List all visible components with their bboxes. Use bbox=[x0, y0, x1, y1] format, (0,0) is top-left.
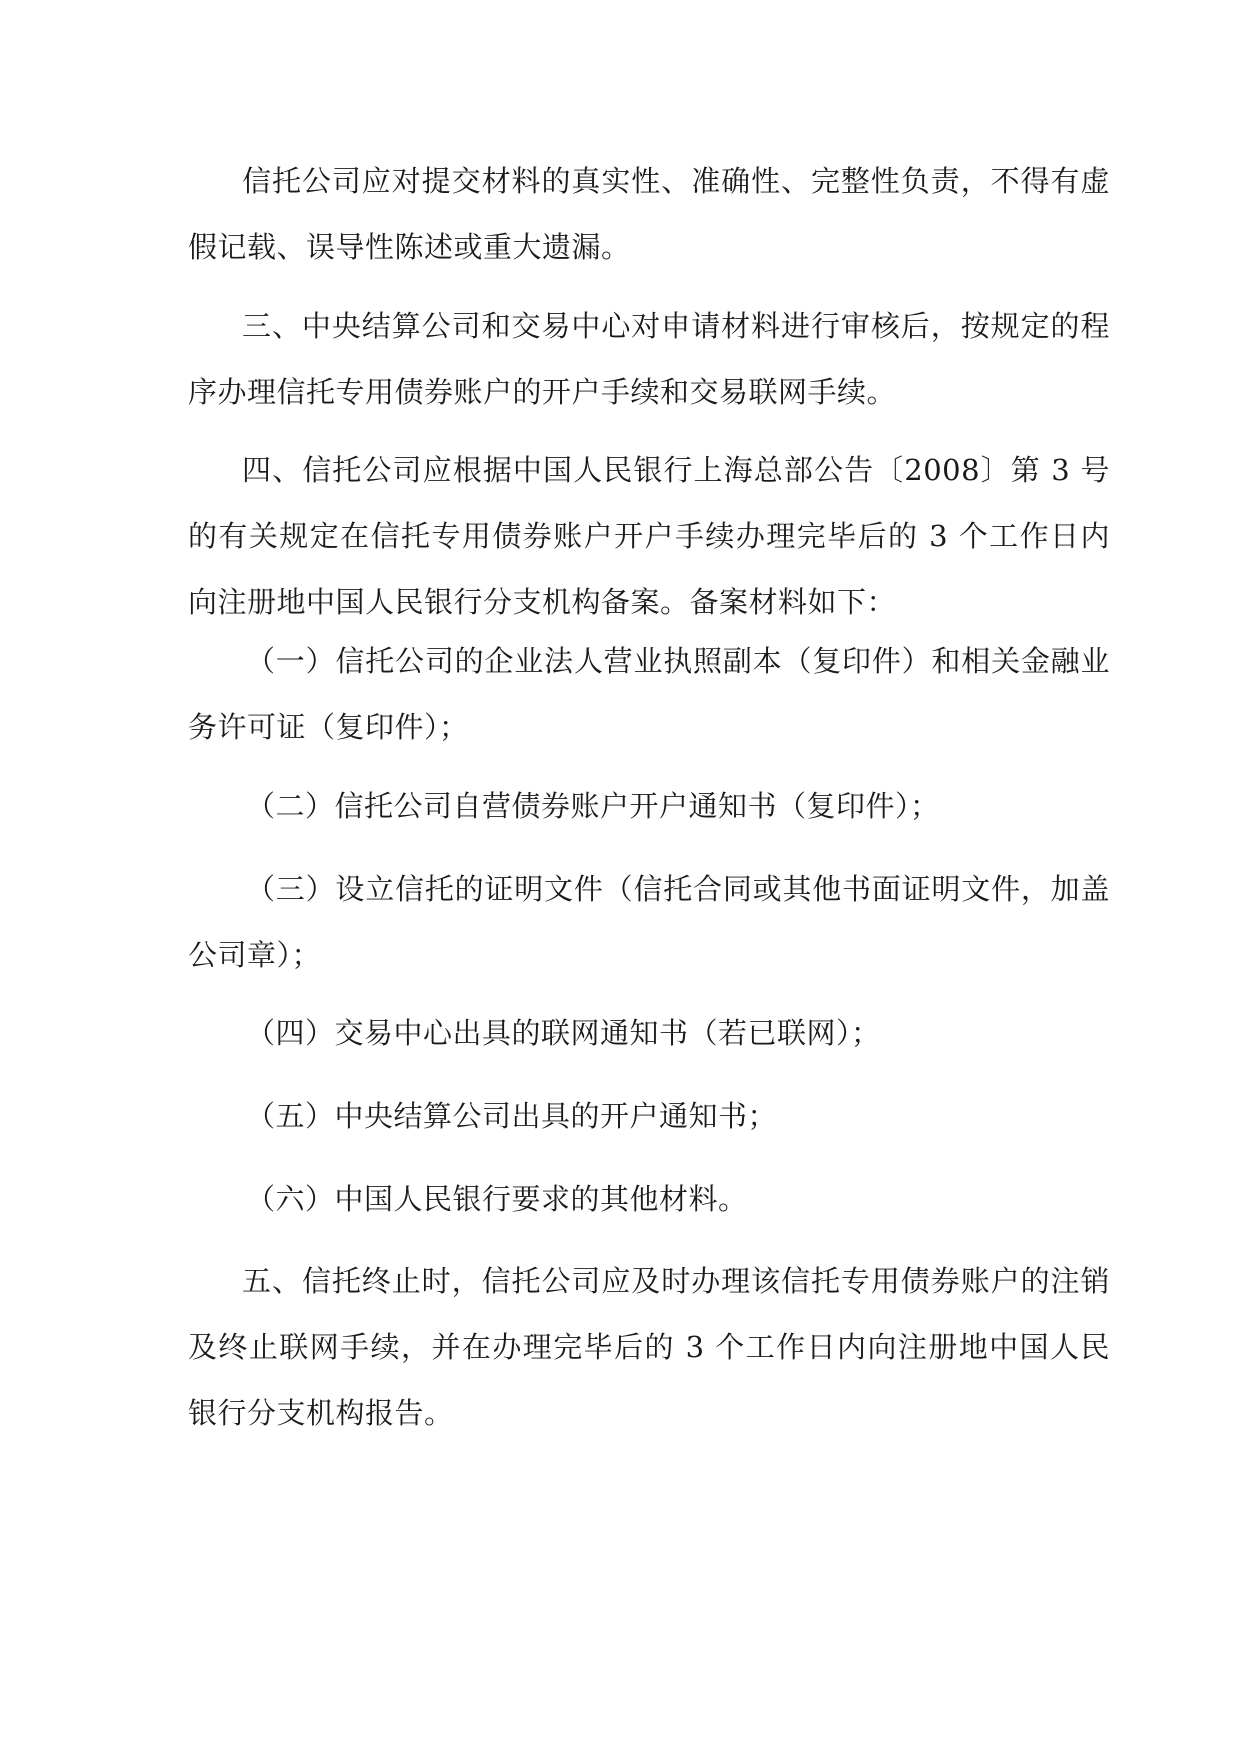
list-item-2: （二）信托公司自营债券账户开户通知书（复印件）； bbox=[246, 789, 940, 823]
paragraph-material-responsibility: 信托公司应对提交材料的真实性、准确性、完整性负责，不得有虚假记载、误导性陈述或重大遗漏。 bbox=[188, 164, 1110, 264]
paragraph-section-three: 三、中央结算公司和交易中心对申请材料进行审核后，按规定的程序办理信托专用债券账户的开户手续和交易联网手续。 bbox=[188, 309, 1110, 409]
paragraph-section-five: 五、信托终止时，信托公司应及时办理该信托专用债券账户的注销及终止联网手续，并在办理完毕后的 3 个工作日内向注册地中国人民银行分支机构报告。 bbox=[188, 1264, 1110, 1430]
list-item-3: （三）设立信托的证明文件（信托合同或其他书面证明文件，加盖公司章）； bbox=[188, 872, 1110, 972]
list-item-1: （一）信托公司的企业法人营业执照副本（复印件）和相关金融业务许可证（复印件）； bbox=[188, 644, 1110, 744]
list-item-4: （四）交易中心出具的联网通知书（若已联网）； bbox=[246, 1016, 881, 1050]
paragraph-section-four: 四、信托公司应根据中国人民银行上海总部公告〔2008〕第 3 号的有关规定在信托专用债券账户开户手续办理完毕后的 3 个工作日内向注册地中国人民银行分支机构备案。备案材料如下： bbox=[188, 453, 1110, 619]
list-item-5: （五）中央结算公司出具的开户通知书； bbox=[246, 1099, 778, 1133]
list-item-6: （六）中国人民银行要求的其他材料。 bbox=[246, 1182, 748, 1216]
